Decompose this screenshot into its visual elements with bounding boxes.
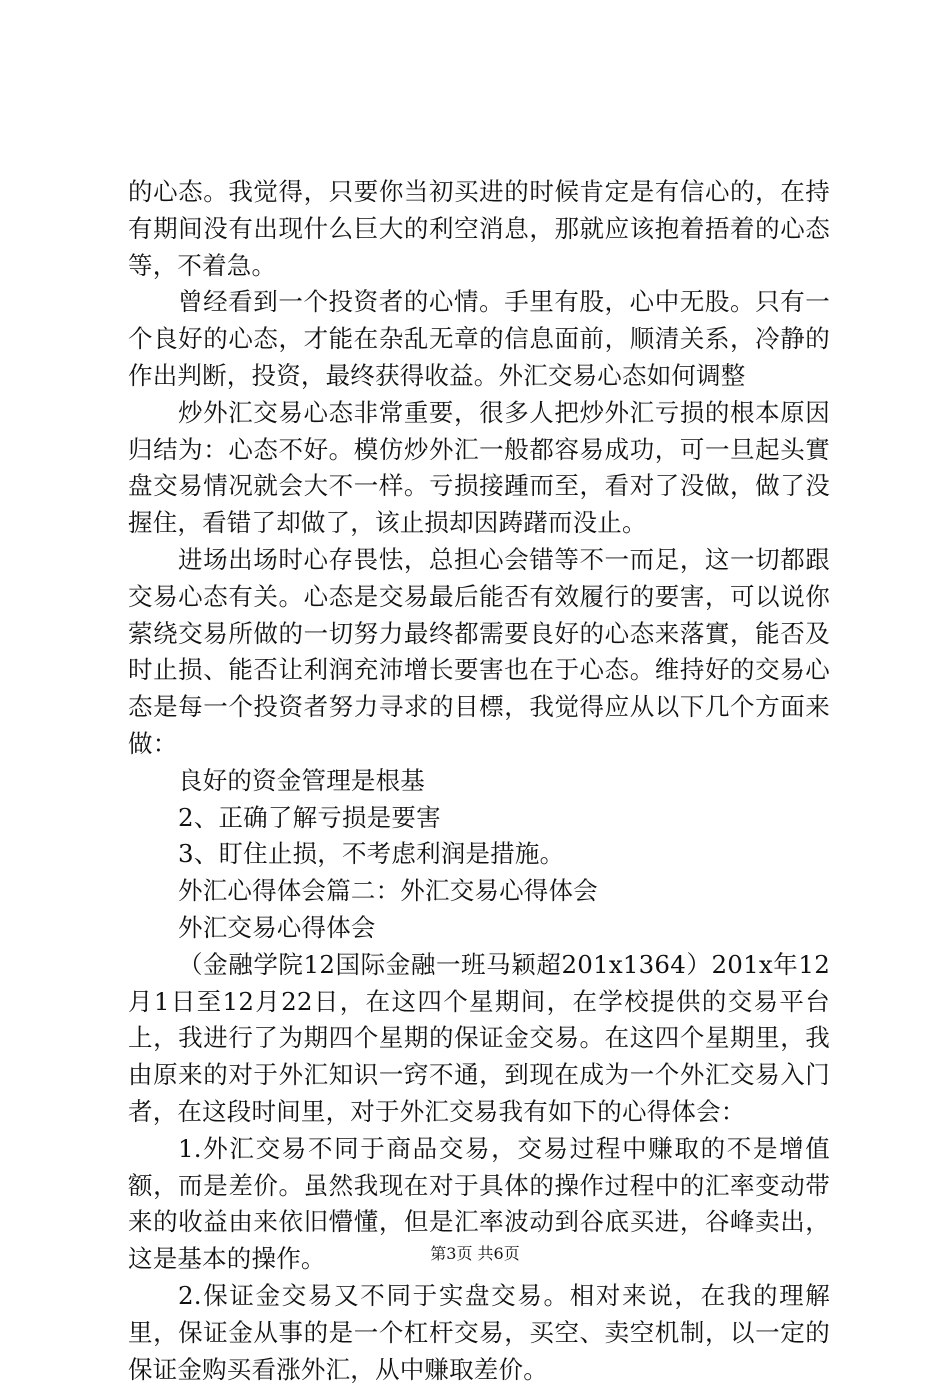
paragraph-5: （金融学院12国际金融一班马颖超201x1364）201x年12月1日至12月22日，在这四个星期间，在学校提供的交易平台上，我进行了为期四个星期的保证金交易。在这四个星期里，我由原来的对于外汇知识一窍不通，到现在成为一个外汇交易入门者，在这段时间里，对于外汇交易我有如下的心得体会： xyxy=(128,949,830,1126)
paragraph-2: 曾经看到一个投资者的心情。手里有股，心中无股。只有一个良好的心态，才能在杂乱无章的信息面前，顺清关系，冷静的作出判断，投资，最终获得收益。外汇交易心态如何调整 xyxy=(128,287,830,390)
list-item-1: 良好的资金管理是根基 xyxy=(178,765,425,795)
section-title: 外汇交易心得体会 xyxy=(178,912,376,942)
paragraph-7: 2.保证金交易又不同于实盘交易。相对来说，在我的理解里，保证金从事的是一个杠杆交易，买空、卖空机制，以一定的保证金购买看涨外汇，从中赚取差价。 xyxy=(128,1280,830,1384)
section-heading: 外汇心得体会篇二：外汇交易心得体会 xyxy=(178,876,598,906)
paragraph-1: 的心态。我觉得，只要你当初买进的时候肯定是有信心的，在持有期间没有出现什么巨大的利空消息，那就应该抱着捂着的心态等，不着急。 xyxy=(128,177,830,280)
list-item-3: 3、盯住止损，不考虑利润是措施。 xyxy=(178,839,565,869)
paragraph-3: 炒外汇交易心态非常重要，很多人把炒外汇亏损的根本原因归结为：心态不好。模仿炒外汇一般都容易成功，可一旦起头實盘交易情况就会大不一样。亏损接踵而至，看对了没做，做了没握住，看错了却做了，该止损却因踌躇而没止。 xyxy=(128,397,830,538)
paragraph-4: 进场出场时心存畏怯，总担心会错等不一而足，这一切都跟交易心态有关。心态是交易最后能否有效履行的要害，可以说你萦绕交易所做的一切努力最终都需要良好的心态来落實，能否及时止损、能否让利润充沛增长要害也在于心态。维持好的交易心态是每一个投资者努力寻求的目標，我觉得应从以下几个方面来做： xyxy=(128,544,830,758)
page-footer: 第3页 共6页 xyxy=(430,1244,520,1263)
paragraph-6: 1.外汇交易不同于商品交易，交易过程中赚取的不是增值额，而是差价。虽然我现在对于具体的操作过程中的汇率变动带来的收益由来依旧懵懂，但是汇率波动到谷底买进，谷峰卖出，这是基本的操作。 xyxy=(128,1133,830,1274)
document-body xyxy=(128,174,830,1388)
list-item-2: 2、正确了解亏损是要害 xyxy=(178,802,441,832)
